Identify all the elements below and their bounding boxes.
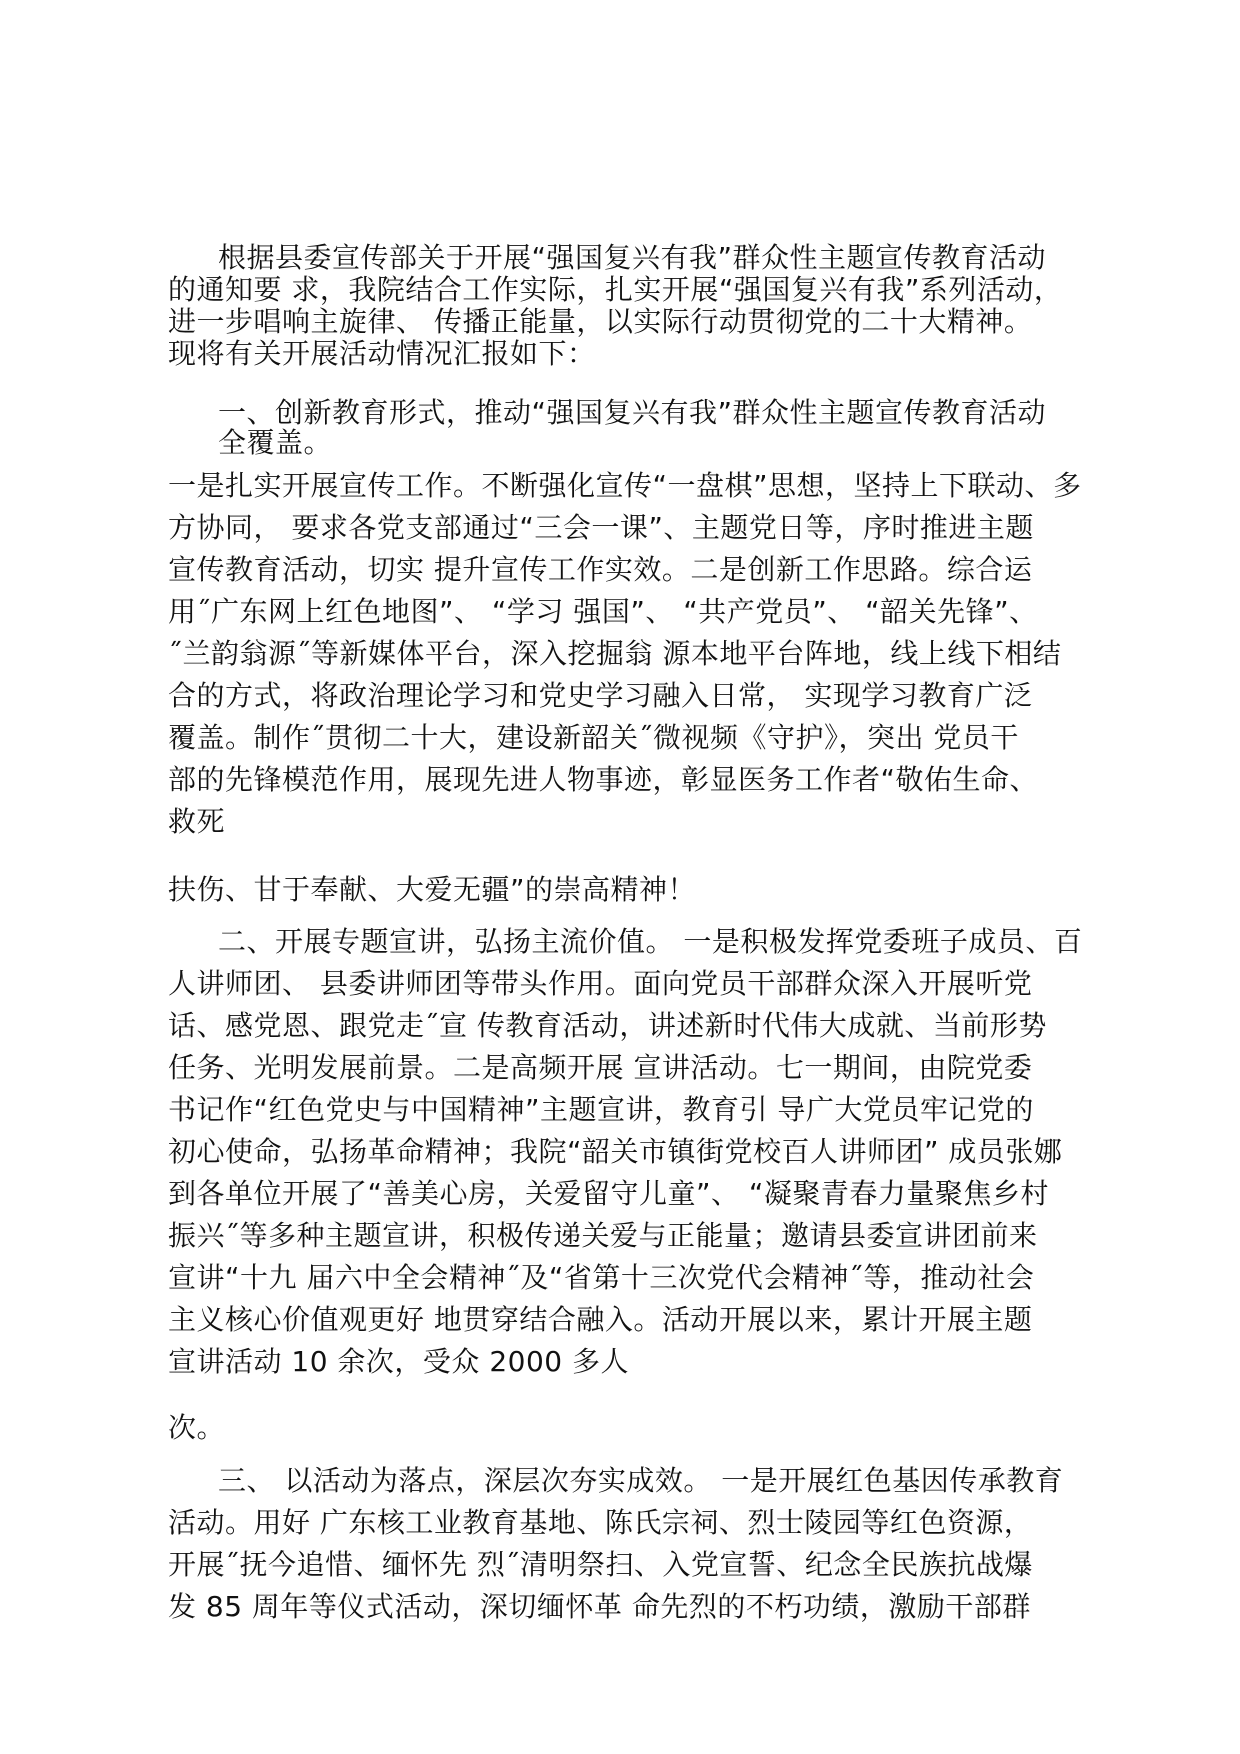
section-heading-1: 一、创新教育形式，推动“强国复兴有我”群众性主题宣传教育活动: [218, 396, 1047, 429]
section1-line: ˝兰韵翁源˝等新媒体平台，深入挖掘翁 源本地平台阵地，线上线下相结: [168, 637, 1062, 670]
intro-line: 的通知要 求，我院结合工作实际，扎实开展“强国复兴有我”系列活动，: [168, 273, 1063, 306]
section2-line: 任务、光明发展前景。二是高频开展 宣讲活动。七一期间，由院党委: [168, 1051, 1033, 1084]
section1-line: 方协同， 要求各党支部通过“三会一课”、主题党日等，序时推进主题: [168, 511, 1034, 544]
section3-line: 三、 以活动为落点，深层次夯实成效。 一是开展红色基因传承教育: [218, 1464, 1064, 1497]
section2-line: 初心使命，弘扬革命精神；我院“韶关市镇街党校百人讲师团” 成员张娜: [168, 1135, 1063, 1168]
intro-line: 根据县委宣传部关于开展“强国复兴有我”群众性主题宣传教育活动: [218, 241, 1047, 274]
section1-line: 合的方式，将政治理论学习和党史学习融入日常， 实现学习教育广泛: [168, 679, 1033, 712]
intro-line: 现将有关开展活动情况汇报如下：: [168, 337, 596, 370]
section2-line: 宣讲“十九 届六中全会精神˝及“省第十三次党代会精神˝等，推动社会: [168, 1261, 1035, 1294]
section1-line: 用˝广东网上红色地图”、 “学习 强国”、 “共产党员”、 “韶关先锋”、: [168, 595, 1038, 628]
section2-line: 振兴˝等多种主题宣讲，积极传递关爱与正能量；邀请县委宣讲团前来: [168, 1219, 1038, 1252]
section2-tail: 次。: [168, 1411, 226, 1444]
section2-line: 人讲师团、 县委讲师团等带头作用。面向党员干部群众深入开展听党: [168, 967, 1033, 1000]
section1-tail: 扶伤、甘于奉献、大爱无疆”的崇高精神！: [168, 873, 697, 906]
section2-line: 主义核心价值观更好 地贯穿结合融入。活动开展以来，累计开展主题: [168, 1303, 1033, 1336]
section3-line: 发 85 周年等仪式活动，深切缅怀革 命先烈的不朽功绩，激励干部群: [168, 1590, 1031, 1623]
section1-line: 部的先锋模范作用，展现先进人物事迹，彰显医务工作者“敬佑生命、: [168, 763, 1039, 796]
intro-line: 进一步唱响主旋律、 传播正能量，以实际行动贯彻党的二十大精神。: [168, 305, 1033, 338]
section1-line: 宣传教育活动，切实 提升宣传工作实效。二是创新工作思路。综合运: [168, 553, 1033, 586]
section1-line: 救死: [168, 805, 226, 838]
section2-line: 宣讲活动 10 余次，受众 2000 多人: [168, 1345, 629, 1378]
section2-line: 二、开展专题宣讲，弘扬主流价值。 一是积极发挥党委班子成员、百: [218, 925, 1083, 958]
section1-line: 覆盖。制作˝贯彻二十大，建设新韶关˝微视频《守护》，突出 党员干: [168, 721, 1019, 754]
section2-line: 话、感党恩、跟党走˝宣 传教育活动，讲述新时代伟大成就、当前形势: [168, 1009, 1047, 1042]
section3-line: 活动。用好 广东核工业教育基地、陈氏宗祠、烈士陵园等红色资源，: [168, 1506, 1033, 1539]
section3-line: 开展˝抚今追惜、缅怀先 烈˝清明祭扫、入党宣誓、纪念全民族抗战爆: [168, 1548, 1033, 1581]
section2-line: 到各单位开展了“善美心房，关爱留守儿童”、 “凝聚青春力量聚焦乡村: [168, 1177, 1049, 1210]
section-heading-1: 全覆盖。: [218, 426, 333, 459]
section2-line: 书记作“红色党史与中国精神”主题宣讲，教育引 导广大党员牢记党的: [168, 1093, 1034, 1126]
section1-line: 一是扎实开展宣传工作。不断强化宣传“一盘棋”思想，坚持上下联动、多: [168, 469, 1082, 502]
